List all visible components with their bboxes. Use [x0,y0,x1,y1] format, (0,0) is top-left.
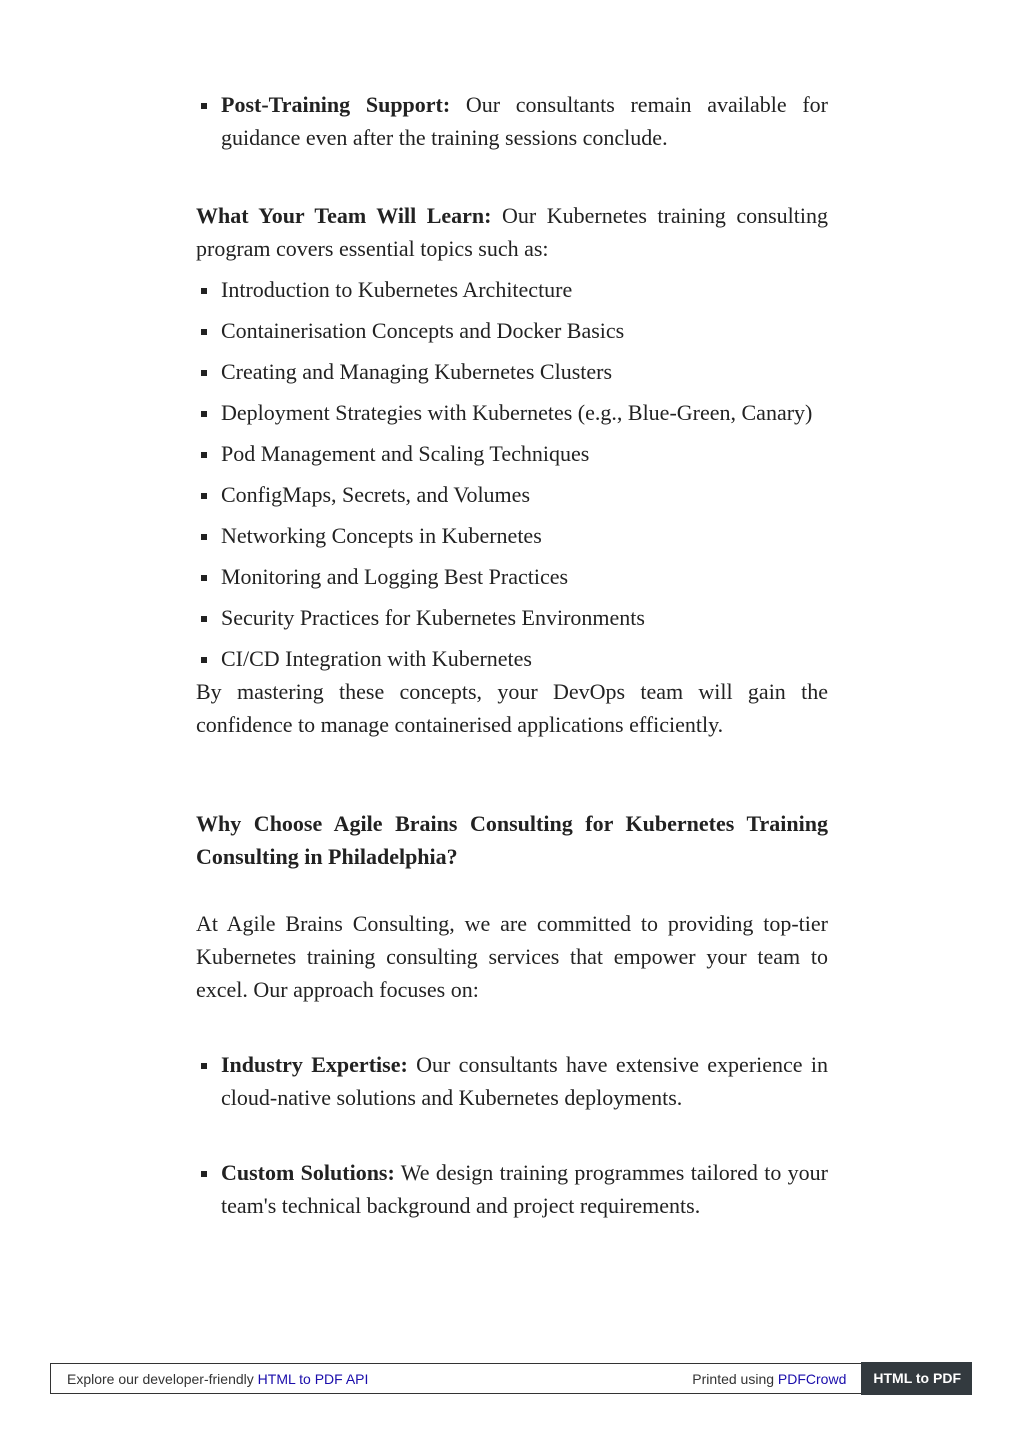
item-text: We design training programmes tailored to your team's technical background and project requirements. [221,1160,829,1218]
item-text: Our consultants remain available for guidance even after the training sessions conclude. [221,92,828,150]
learn-label: What Your Team Will Learn: [196,203,492,228]
footer-printed [692,1371,861,1387]
topic-item: Deployment Strategies with Kubernetes (e.g., Blue-Green, Canary) [196,396,828,429]
list-item-post-training [196,88,828,154]
footer-explore-text: Explore our developer-friendly [67,1370,258,1387]
document-body [196,88,828,1222]
item-text: Our consultants have extensive experience in cloud-native solutions and Kubernetes deployments. [221,1052,829,1110]
topics-list [196,273,828,675]
learn-paragraph [196,199,828,265]
html-to-pdf-button[interactable]: HTML to PDF [861,1362,972,1395]
topic-item: Creating and Managing Kubernetes Clusters [196,355,828,388]
learn-conclusion: By mastering these concepts, your DevOps team will gain the confidence to manage containerised applications efficiently. [196,679,828,737]
topic-item: Security Practices for Kubernetes Environments [196,601,828,634]
topic-item: Monitoring and Logging Best Practices [196,560,828,593]
footer-printed-text: Printed using [692,1370,778,1387]
item-label: Custom Solutions: [221,1160,395,1185]
pdf-footer [50,1363,972,1394]
topic-item: CI/CD Integration with Kubernetes [196,642,828,675]
item-label: Post-Training Support: [221,92,451,117]
topic-item: Containerisation Concepts and Docker Basics [196,314,828,347]
topic-item: Introduction to Kubernetes Architecture [196,273,828,306]
topic-item: Pod Management and Scaling Techniques [196,437,828,470]
why-intro: At Agile Brains Consulting, we are committed to providing top-tier Kubernetes training consulting services that empower your team to excel. Our approach focuses on: [196,911,828,1002]
pdfcrowd-link[interactable]: PDFCrowd [777,1370,847,1387]
footer-explore [51,1371,692,1387]
topic-item: ConfigMaps, Secrets, and Volumes [196,478,828,511]
list-item-custom-solutions [196,1156,828,1222]
html-to-pdf-api-link[interactable]: HTML to PDF API [257,1370,369,1387]
list-item-industry-expertise [196,1048,828,1114]
item-label: Industry Expertise: [221,1052,408,1077]
learn-text: Our Kubernetes training consulting program covers essential topics such as: [196,203,828,261]
topic-item: Networking Concepts in Kubernetes [196,519,828,552]
why-heading: Why Choose Agile Brains Consulting for Kubernetes Training Consulting in Philadelphia? [196,811,828,869]
